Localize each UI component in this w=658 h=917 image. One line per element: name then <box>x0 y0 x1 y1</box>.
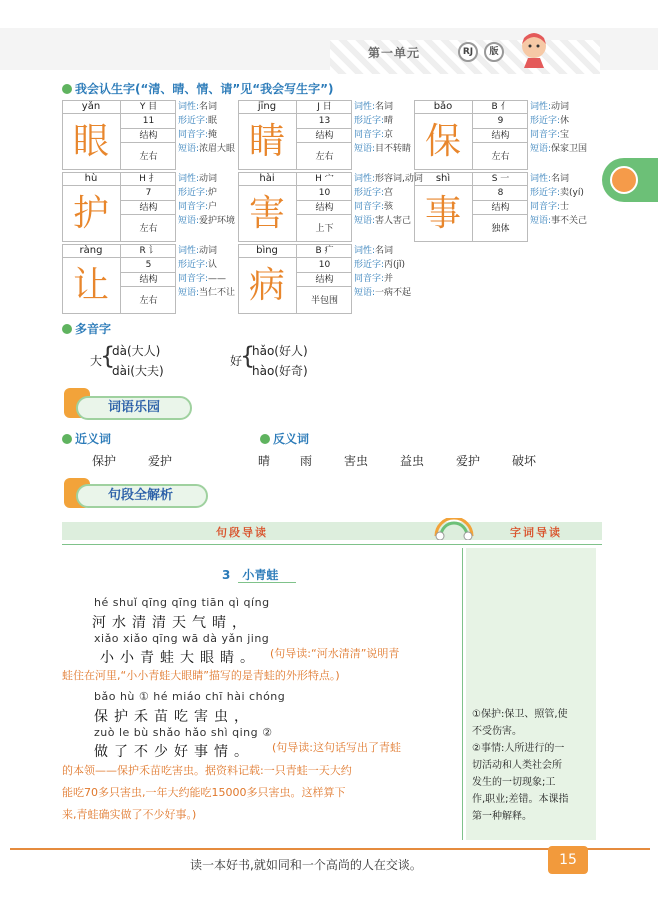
section-new-chars: 我会认生字(“清、晴、情、请”见“我会写生字”) <box>62 80 334 97</box>
bullet-icon <box>62 84 72 94</box>
char-card <box>238 172 423 242</box>
bullet-icon <box>62 324 72 334</box>
card-pinyin: shì <box>414 172 472 186</box>
text-line: 河水清清天气晴， <box>92 615 252 631</box>
guide-right-label: 字词导读 <box>510 526 562 539</box>
pinyin-line: hé shuǐ qīng qīng tiān qì qíng <box>94 596 270 609</box>
polyphone-reading: hào(好奇) <box>252 364 308 378</box>
bullet-icon <box>260 434 270 444</box>
footer-motto: 读一本好书,就如同和一个高尚的人在交谈。 <box>190 858 422 872</box>
card-strokes: 10 <box>296 186 352 200</box>
rj-badge: RJ <box>458 42 478 62</box>
card-radical: J 日 <box>296 100 352 114</box>
card-char: 眼 <box>72 121 109 162</box>
guide-note: 来,青蛙确实做了不少好事。) <box>62 808 197 821</box>
card-radical: B 疒 <box>296 244 352 258</box>
card-radical: R 讠 <box>120 244 176 258</box>
card-strokes: 8 <box>472 186 528 200</box>
card-struct-label: 结构 <box>296 128 352 142</box>
card-info: 词性:名词 形近字:卖(yí) 同音字:士 短语:事不关己 <box>530 174 588 226</box>
divider <box>62 544 602 545</box>
card-char: 保 <box>424 121 461 162</box>
char-card <box>62 100 236 170</box>
antonym-word: 破坏 <box>512 454 537 468</box>
char-card <box>414 172 588 242</box>
card-pinyin: bǎo <box>414 100 472 114</box>
page-number: 15 <box>548 846 588 874</box>
brace: { <box>100 342 116 370</box>
card-radical: S 一 <box>472 172 528 186</box>
card-pinyin: ràng <box>62 244 120 258</box>
guide-note: (句导读:“河水清清”说明青 <box>270 647 400 660</box>
card-info: 词性:名词 形近字:丙(jǐ) 同音字:并 短语:一病不起 <box>354 246 412 298</box>
card-pinyin: yǎn <box>62 100 120 114</box>
card-struct: 左右 <box>472 142 528 170</box>
card-struct: 独体 <box>472 214 528 242</box>
guide-note: 能吃70多只害虫,一年大约能吃15000多只害虫。这样算下 <box>62 786 346 799</box>
card-strokes: 5 <box>120 258 176 272</box>
card-radical: H 宀 <box>296 172 352 186</box>
ribbon-analysis: 句段全解析 <box>76 484 208 508</box>
card-info: 词性:名词 形近字:晴 同音字:京 短语:目不转睛 <box>354 102 412 154</box>
card-info: 词性:名词 形近字:眠 同音字:掩 短语:浓眉大眼 <box>178 102 236 154</box>
card-pinyin: jīng <box>238 100 296 114</box>
lesson-title: 3 小青蛙 <box>222 568 279 582</box>
card-struct-label: 结构 <box>120 200 176 214</box>
section-synonyms: 近义词 <box>62 430 111 447</box>
rainbow-cloud-icon <box>432 518 476 540</box>
card-char: 让 <box>72 265 109 306</box>
card-struct: 半包围 <box>296 286 352 314</box>
card-pinyin: hù <box>62 172 120 186</box>
card-struct-label: 结构 <box>472 200 528 214</box>
card-struct: 上下 <box>296 214 352 242</box>
card-pinyin: bìng <box>238 244 296 258</box>
card-strokes: 9 <box>472 114 528 128</box>
edition-badge: 版 <box>484 42 504 62</box>
card-struct: 左右 <box>120 142 176 170</box>
guide-note: (句导读:这句话写出了青蛙 <box>272 741 401 754</box>
polyphone-char: 大 <box>90 354 103 368</box>
ribbon-word-garden: 词语乐园 <box>76 396 192 420</box>
text-line: 小小青蛙大眼睛。 <box>100 650 260 666</box>
card-struct-label: 结构 <box>472 128 528 142</box>
card-strokes: 7 <box>120 186 176 200</box>
antonym-word: 爱护 <box>456 454 481 468</box>
antonym-word: 雨 <box>300 454 313 468</box>
antonym-word: 晴 <box>258 454 271 468</box>
char-card <box>414 100 588 170</box>
card-strokes: 13 <box>296 114 352 128</box>
bullet-icon <box>62 434 72 444</box>
pinyin-line: bǎo hù ① hé miáo chī hài chóng <box>94 690 286 703</box>
card-struct: 左右 <box>296 142 352 170</box>
antonym-word: 害虫 <box>344 454 369 468</box>
antonym-word: 益虫 <box>400 454 425 468</box>
card-pinyin: hài <box>238 172 296 186</box>
card-char: 护 <box>72 193 109 234</box>
polyphone-reading: hǎo(好人) <box>252 344 308 358</box>
unit-label: 第一单元 <box>368 46 421 60</box>
card-struct-label: 结构 <box>296 272 352 286</box>
card-char: 事 <box>424 193 461 234</box>
polyphone-char: 好 <box>230 354 243 368</box>
card-char: 害 <box>248 193 285 234</box>
card-info: 词性:动词 形近字:休 同音字:宝 短语:保家卫国 <box>530 102 588 154</box>
section-polyphone: 多音字 <box>62 320 111 337</box>
polyphone-reading: dà(大人) <box>112 344 161 358</box>
text-line: 保护禾苗吃害虫， <box>94 709 254 725</box>
card-struct-label: 结构 <box>296 200 352 214</box>
card-struct-label: 结构 <box>120 128 176 142</box>
card-radical: Y 目 <box>120 100 176 114</box>
pinyin-line: zuò le bù shǎo hǎo shì qing ② <box>94 726 273 739</box>
synonym-word: 保护 <box>92 454 117 468</box>
char-card <box>62 244 236 314</box>
card-strokes: 10 <box>296 258 352 272</box>
card-info: 词性:动词 形近字:炉 同音字:户 短语:爱护环境 <box>178 174 236 226</box>
pinyin-line: xiǎo xiǎo qīng wā dà yǎn jing <box>94 632 270 645</box>
card-info: 词性:动词 形近字:认 同音字:—— 短语:当仁不让 <box>178 246 236 298</box>
card-char: 病 <box>248 265 285 306</box>
card-info: 词性:形容词,动词 形近字:宫 同音字:骇 短语:害人害己 <box>354 174 423 226</box>
card-strokes: 11 <box>120 114 176 128</box>
char-card <box>238 244 412 314</box>
card-struct: 左右 <box>120 214 176 242</box>
synonym-word: 爱护 <box>148 454 173 468</box>
card-struct: 左右 <box>120 286 176 314</box>
column-divider <box>462 548 463 840</box>
section-antonyms: 反义词 <box>260 430 309 447</box>
mascot-icon <box>514 28 554 68</box>
char-card <box>238 100 412 170</box>
vocab-notes: ①保护:保卫、照管,使 不受伤害。 ②事情:人所进行的一 切活动和人类社会所 发生的一切现象;工 作,职业;差错。本课指 第一种解释。 <box>472 709 569 822</box>
brace: { <box>240 342 256 370</box>
card-radical: B 亻 <box>472 100 528 114</box>
title-underline <box>238 582 296 583</box>
polyphone-reading: dài(大夫) <box>112 364 164 378</box>
guide-left-label: 句段导读 <box>216 526 268 539</box>
guide-note: 的本领——保护禾苗吃害虫。据资料记载:一只青蛙一天大约 <box>62 764 352 777</box>
char-card <box>62 172 236 242</box>
text-line: 做了不少好事情。 <box>94 744 254 760</box>
card-radical: H 扌 <box>120 172 176 186</box>
guide-note: 蛙住在河里,“小小青蛙大眼睛”描写的是青蛙的外形特点。) <box>62 669 340 682</box>
card-char: 睛 <box>248 121 285 162</box>
card-struct-label: 结构 <box>120 272 176 286</box>
